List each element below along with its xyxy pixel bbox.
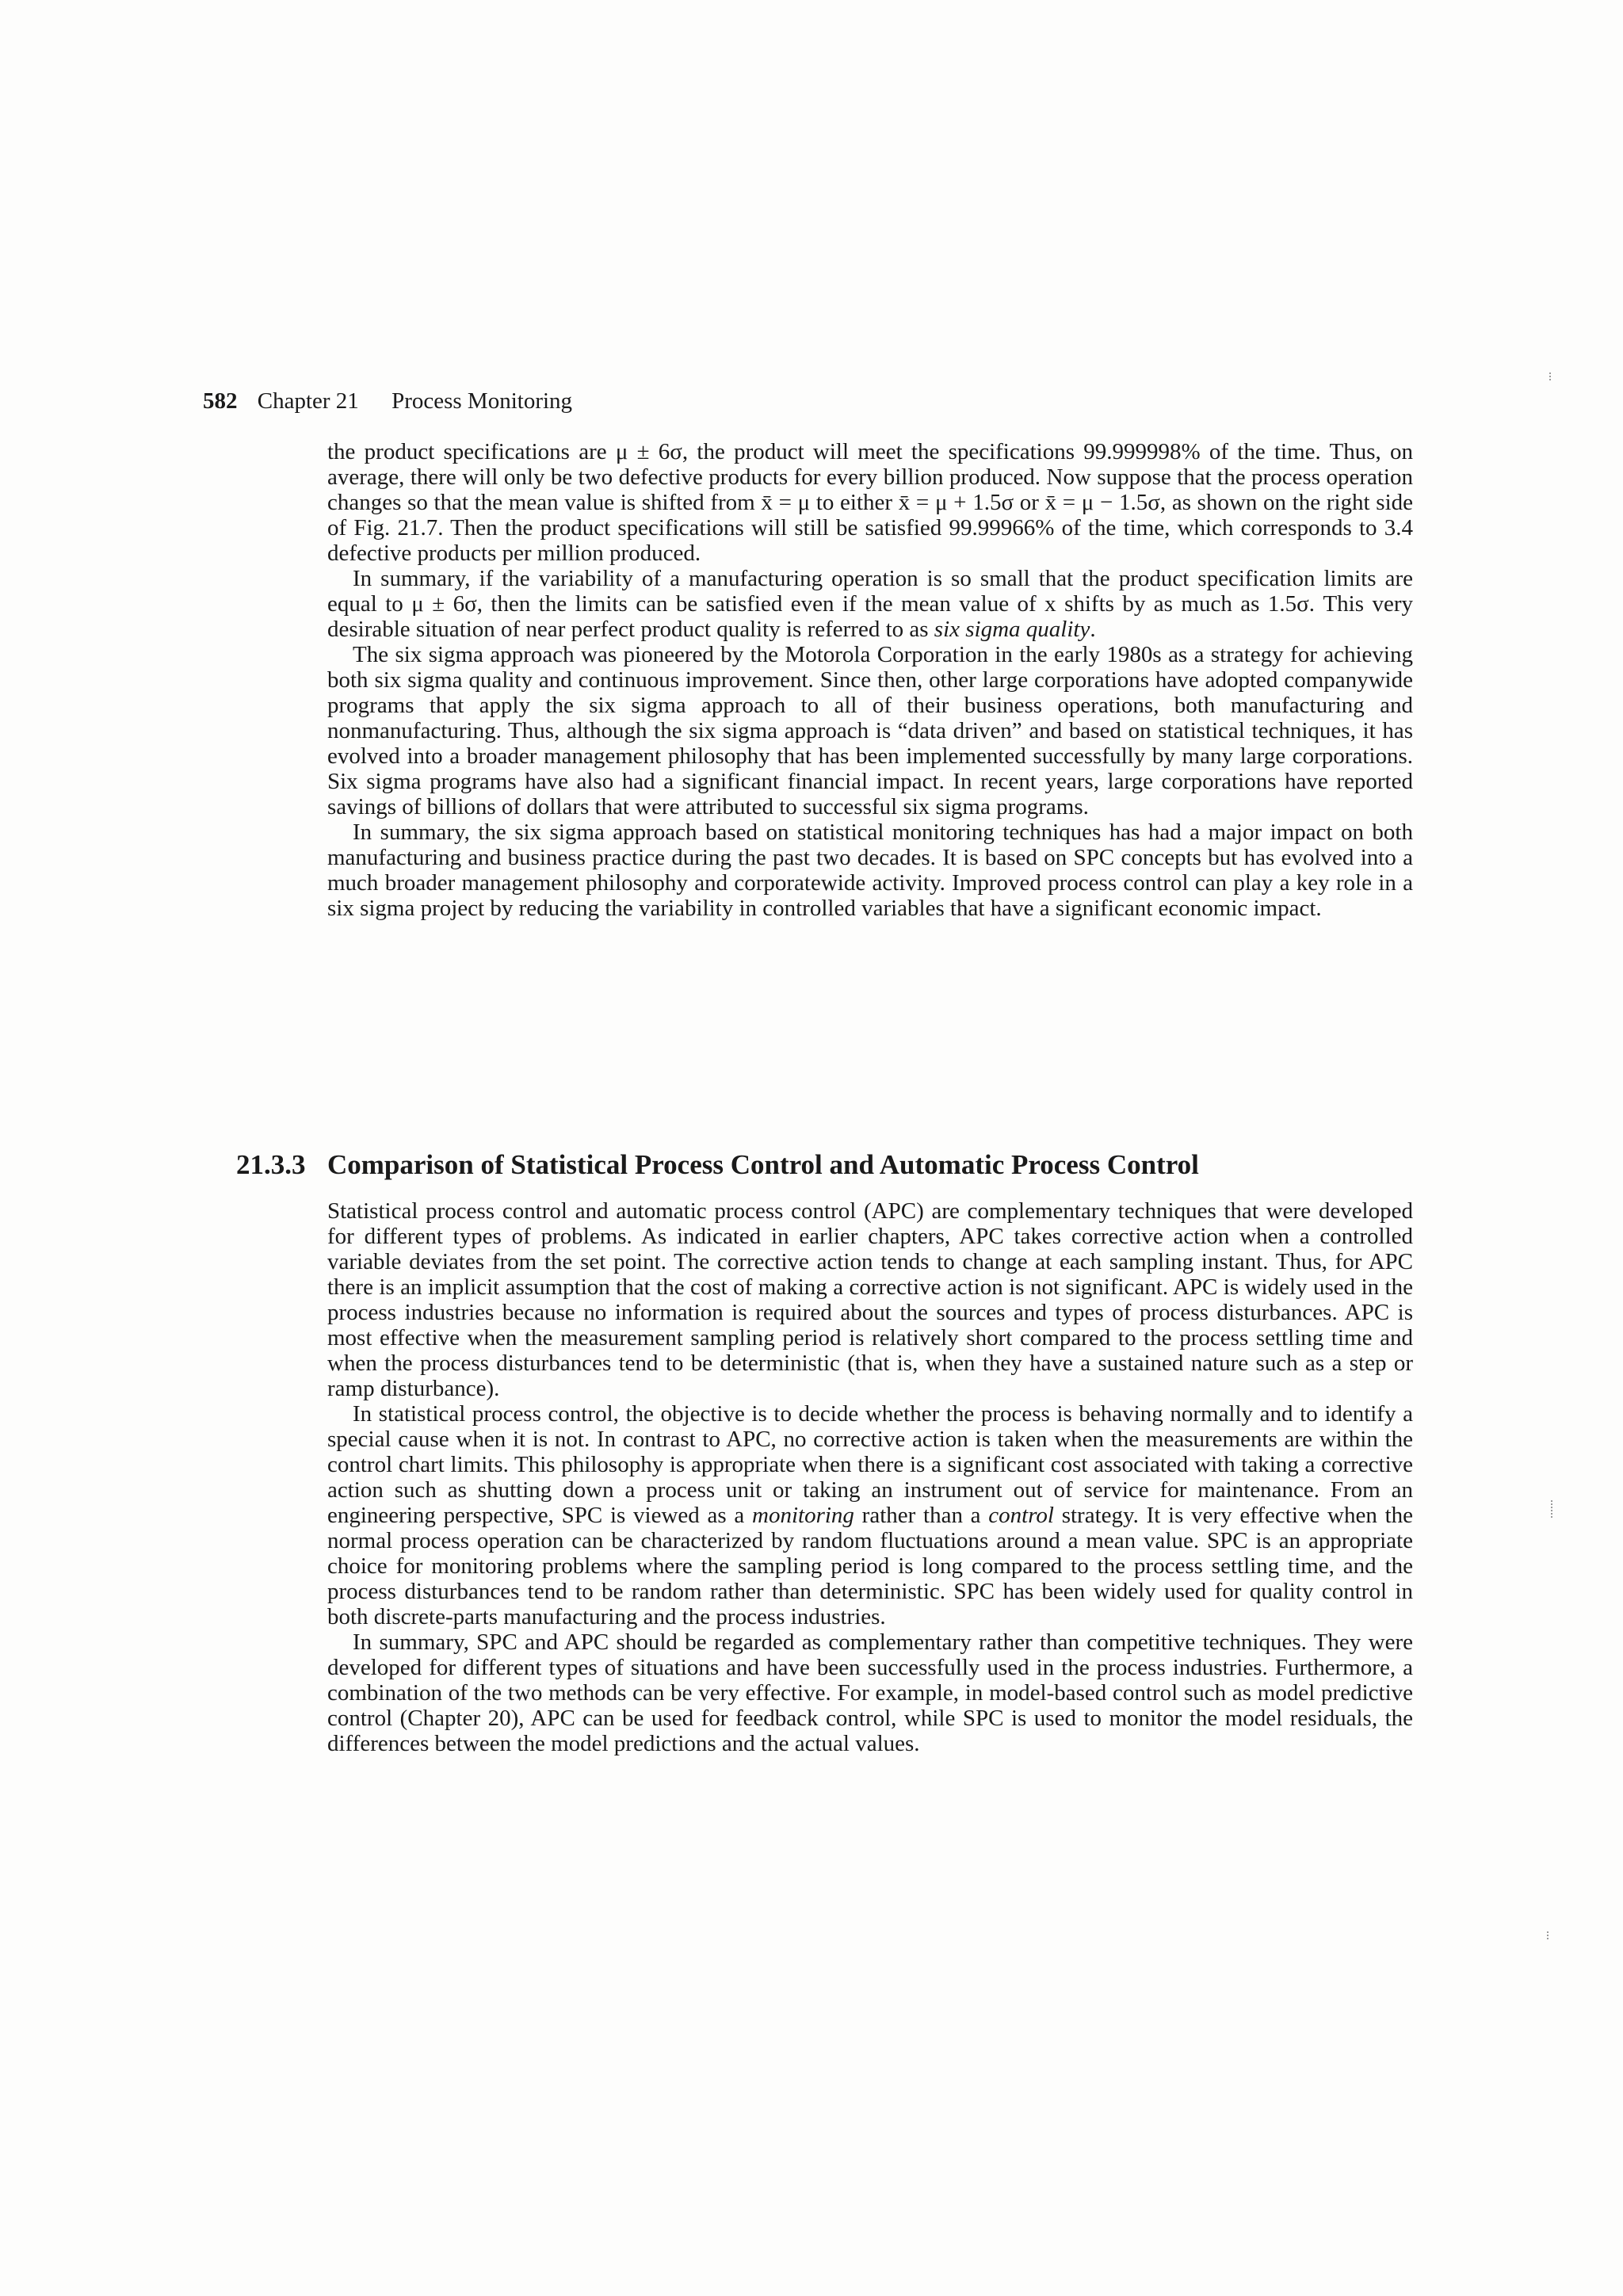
section-number: 21.3.3: [236, 1149, 306, 1180]
emphasis-term: control: [988, 1503, 1054, 1528]
section-21-3-3-text: [327, 1198, 1413, 1756]
scan-speck: [1549, 372, 1556, 380]
chapter-title: Process Monitoring: [391, 388, 573, 414]
paragraph: the product specifications are μ ± 6σ, the product will meet the specifications 99.999998% of the time. Thus, on average, there will only be two defective products for every billion produced. Now suppose that the process operation changes so that the mean value is shifted from x̄ = μ to either x̄ = μ + 1.5σ or x̄ = μ − 1.5σ, as shown on the right side of Fig. 21.7. Then the product specifications will still be satisfied 99.99966% of the time, which corresponds to 3.4 defective products per million produced.: [327, 439, 1413, 566]
paragraph: In summary, the six sigma approach based on statistical monitoring techniques has had a major impact on both manufacturing and business practice during the past two decades. It is based on SPC concepts but has evolved into a much broader management philosophy and corporatewide activity. Improved process control can play a key role in a six sigma project by reducing the variability in controlled variables that have a significant economic impact.: [327, 819, 1413, 921]
section-21-3-2-text: [327, 439, 1413, 921]
section-heading: [236, 1149, 1425, 1181]
emphasis-term: six sigma quality: [934, 617, 1090, 642]
paragraph: The six sigma approach was pioneered by the Motorola Corporation in the early 1980s as a strategy for achieving both six sigma quality and continuous improvement. Since then, other large corporations have adopted companywide programs that apply the six sigma approach to all of their business operations, both manufacturing and nonmanufacturing. Thus, although the six sigma approach is “data driven” and based on statistical techniques, it has evolved into a broader management philosophy that has been implemented successfully by many large corporations. Six sigma programs have also had a significant financial impact. In recent years, large corporations have reported savings of billions of dollars that were attributed to successful six sigma programs.: [327, 642, 1413, 819]
page-number: 582: [203, 388, 238, 414]
section-title: Comparison of Statistical Process Control and Automatic Process Control: [327, 1149, 1199, 1180]
paragraph: In summary, if the variability of a manufacturing operation is so small that the product specification limits are equal to μ ± 6σ, then the limits can be satisfied even if the mean value of x shifts by as much as 1.5σ. This very desirable situation of near perfect product quality is referred to as six sigma quality.: [327, 566, 1413, 642]
running-head: [203, 387, 572, 415]
emphasis-term: monitoring: [752, 1503, 854, 1528]
paragraph: In summary, SPC and APC should be regarded as complementary rather than competitive techniques. They were developed for different types of situations and have been successfully used in the process industries. Furthermore, a combination of the two methods can be very effective. For example, in model-based control such as model predictive control (Chapter 20), APC can be used for feedback control, while SPC is used to monitor the model residuals, the differences between the model predictions and the actual values.: [327, 1629, 1413, 1756]
paragraph: Statistical process control and automatic process control (APC) are complementary techniques that were developed for different types of problems. As indicated in earlier chapters, APC takes corrective action when a controlled variable deviates from the set point. The corrective action tends to change at each sampling instant. Thus, for APC there is an implicit assumption that the cost of making a corrective action is not significant. APC is widely used in the process industries because no information is required about the sources and types of process disturbances. APC is most effective when the measurement sampling period is relatively short compared to the process settling time and when the process disturbances tend to be deterministic (that is, when they have a sustained nature such as a step or ramp disturbance).: [327, 1198, 1413, 1401]
paragraph: In statistical process control, the objective is to decide whether the process is behaving normally and to identify a special cause when it is not. In contrast to APC, no corrective action is taken when the measurements are within the control chart limits. This philosophy is appropriate when there is a significant cost associated with taking a corrective action such as shutting down a process unit or taking an instrument out of service for maintenance. From an engineering perspective, SPC is viewed as a monitoring rather than a control strategy. It is very effective when the normal process operation can be characterized by random fluctuations around a mean value. SPC is an appropriate choice for monitoring problems where the sampling period is long compared to the process settling time, and the process disturbances tend to be random rather than deterministic. SPC has been widely used for quality control in both discrete-parts manufacturing and the process industries.: [327, 1401, 1413, 1629]
scan-speck: [1551, 1500, 1557, 1518]
chapter-label: Chapter 21: [257, 388, 359, 414]
scan-speck: [1547, 1931, 1553, 1939]
